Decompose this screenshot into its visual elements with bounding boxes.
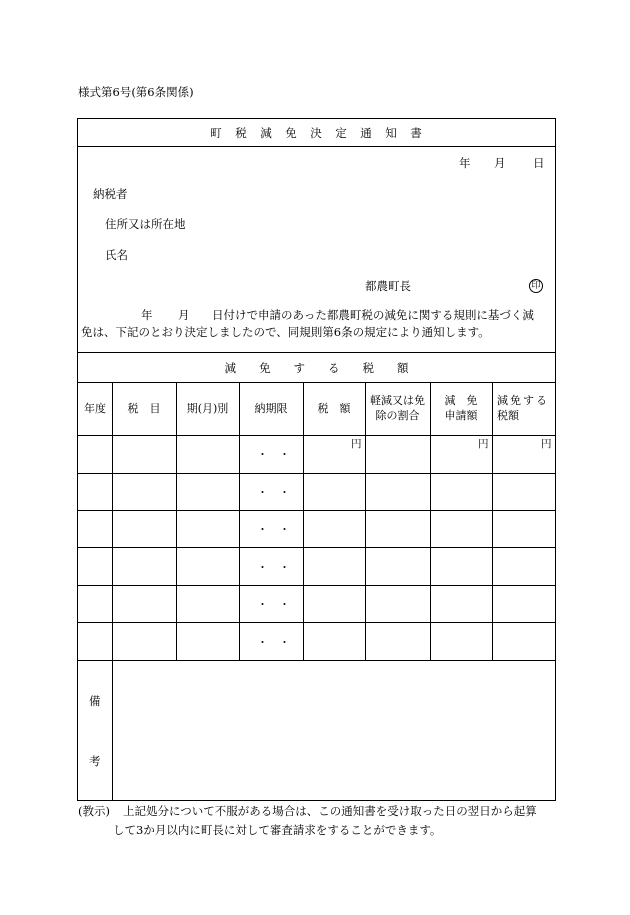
due-date-placeholder: ・ ・ [257,636,290,649]
notice-line1: 上記処分について不服がある場合は、この通知書を受け取った日の翌日から起算 [123,804,537,818]
row-divider [78,585,555,586]
col-header-tax-amount: 税 額 [317,401,351,415]
due-date-placeholder: ・ ・ [257,523,290,536]
col-header-reduction-rate: 軽減又は免 除の割合 [370,394,425,422]
col-header-due-date: 納期限 [254,401,288,415]
notice-line2: して3か月以内に町長に対して審査請求をすることができます。 [113,823,442,837]
notice-label: (教示) [78,804,110,818]
due-date-placeholder: ・ ・ [257,448,290,461]
col-header-tax-item: 税 目 [127,401,161,415]
due-date-placeholder: ・ ・ [257,598,290,611]
body-line1: 日付けで申請のあった都農町税の減免に関する規則に基づく減 [212,308,534,322]
col-header-applied-amount: 減 免 申請額 [444,394,478,422]
address-label: 住所又は所在地 [105,217,186,231]
row-divider [78,660,555,661]
col-header-year: 年度 [84,401,106,415]
unit-yen-exempt-amount: 円 [541,438,552,450]
col-divider [303,383,304,660]
remarks-divider [112,660,113,800]
unit-yen-tax-amount: 円 [351,438,362,450]
form-number: 様式第6号(第6条関係) [78,85,194,99]
table-section-title: 減 免 す る 税 額 [224,361,409,375]
col-divider [430,383,431,660]
document-title: 町 税 減 免 決 定 通 知 書 [210,126,423,140]
taxpayer-label: 納税者 [93,187,128,201]
col-divider [176,383,177,660]
date-month: 月 [494,156,506,170]
remarks-label-top: 備 [89,694,101,708]
unit-yen-applied-amount: 円 [478,438,489,450]
due-date-placeholder: ・ ・ [257,561,290,574]
row-divider [78,547,555,548]
col-header-exempt-amount: 減免する 税額 [497,394,549,422]
body-month: 月 [178,308,190,322]
form-frame [77,118,556,801]
row-divider [78,622,555,623]
date-day: 日 [533,156,545,170]
col-divider [492,383,493,660]
name-label: 氏名 [105,248,128,262]
body-divider [78,352,555,353]
seal-mark: 印 [529,279,543,293]
row-divider [78,473,555,474]
header-divider [78,435,555,436]
body-year: 年 [141,308,153,322]
title-divider [78,146,555,147]
body-line2: 免は、下記のとおり決定しましたので、同規則第6条の規定により通知します。 [81,325,490,339]
col-divider [112,383,113,660]
issuer-title: 都農町長 [365,279,411,293]
col-header-period: 期(月)別 [186,401,229,415]
col-divider [239,383,240,660]
remarks-label-bottom: 考 [89,754,101,768]
date-year: 年 [459,156,471,170]
due-date-placeholder: ・ ・ [257,486,290,499]
col-divider [365,383,366,660]
row-divider [78,510,555,511]
